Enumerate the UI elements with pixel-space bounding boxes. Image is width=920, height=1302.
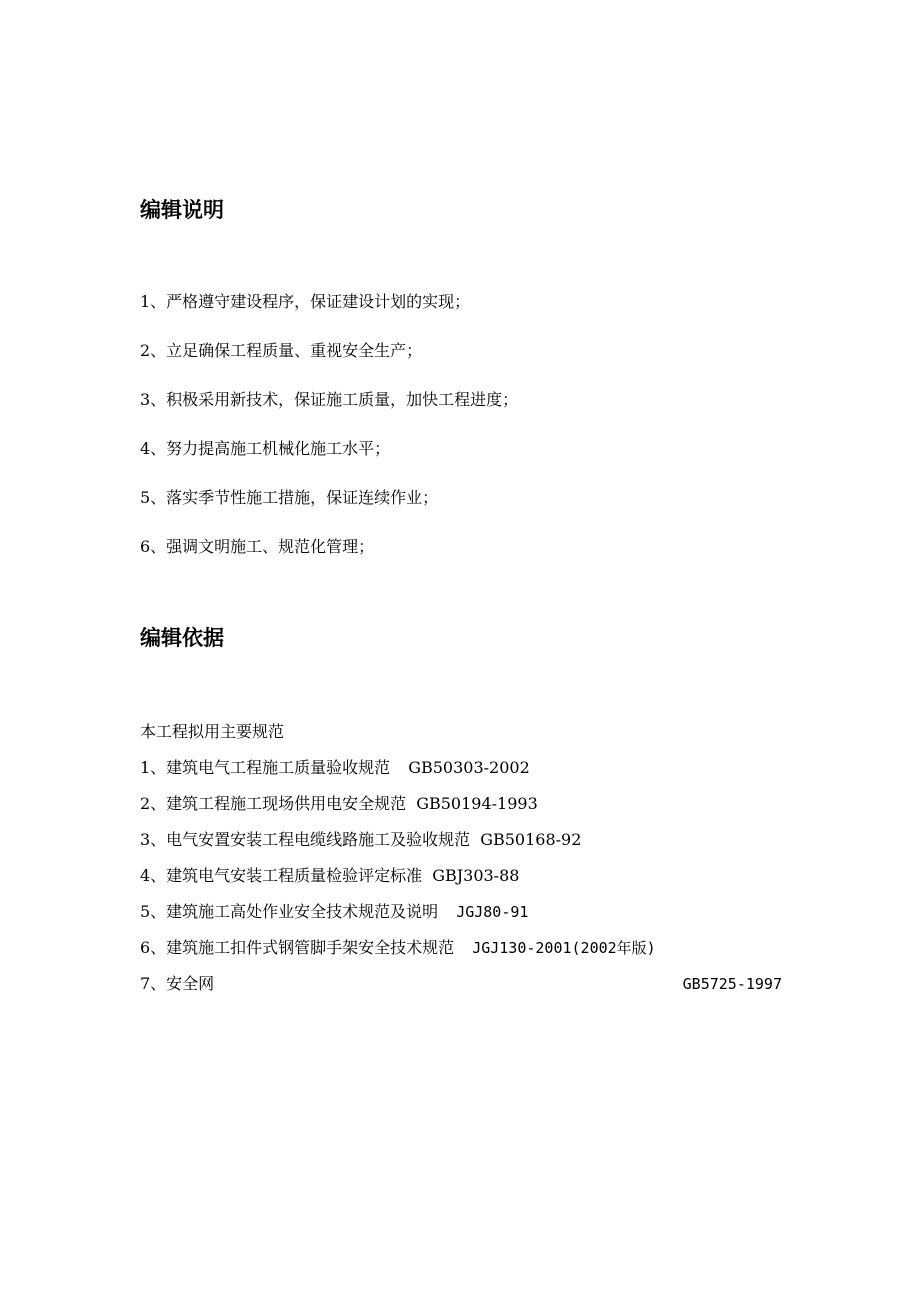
standard-name: 7、安全网 — [140, 974, 215, 993]
standard-code: GB50168-92 — [480, 830, 582, 849]
list-item: 5、落实季节性施工措施，保证连续作业； — [140, 488, 439, 507]
standard-code: JGJ80-91 — [456, 903, 529, 921]
standard-item — [140, 864, 782, 900]
standard-name: 1、建筑电气工程施工质量验收规范 — [140, 758, 391, 777]
section-title-editing-basis: 编辑依据 — [140, 626, 224, 650]
standard-name: 5、建筑施工高处作业安全技术规范及说明 — [140, 902, 439, 921]
standard-item — [140, 828, 782, 864]
list-item: 1、严格遵守建设程序，保证建设计划的实现； — [140, 292, 471, 311]
standard-item — [140, 972, 782, 1008]
standard-code: GB5725-1997 — [682, 975, 782, 993]
standard-item — [140, 756, 782, 792]
section-title-editing-notes: 编辑说明 — [140, 198, 224, 222]
standard-name: 6、建筑施工扣件式钢管脚手架安全技术规范 — [140, 938, 455, 957]
standard-code: GB50194-1993 — [416, 794, 538, 813]
standard-code: GBJ303-88 — [432, 866, 520, 885]
list-item: 2、立足确保工程质量、重视安全生产； — [140, 341, 423, 360]
standard-item — [140, 792, 782, 828]
standard-name: 3、电气安置安装工程电缆线路施工及验收规范 — [140, 830, 471, 849]
principles-list — [140, 290, 518, 584]
standard-item — [140, 936, 782, 972]
list-item: 4、努力提高施工机械化施工水平； — [140, 439, 391, 458]
standard-code: GB50303-2002 — [408, 758, 530, 777]
standards-intro: 本工程拟用主要规范 — [140, 722, 285, 741]
standard-code: JGJ130-2001(2002年版) — [472, 939, 656, 957]
list-item: 3、积极采用新技术，保证施工质量，加快工程进度； — [140, 390, 519, 409]
standards-list — [140, 756, 782, 1008]
list-item: 6、强调文明施工、规范化管理； — [140, 537, 375, 556]
standard-name: 2、建筑工程施工现场供用电安全规范 — [140, 794, 407, 813]
standard-item — [140, 900, 782, 936]
standard-name: 4、建筑电气安装工程质量检验评定标准 — [140, 866, 423, 885]
